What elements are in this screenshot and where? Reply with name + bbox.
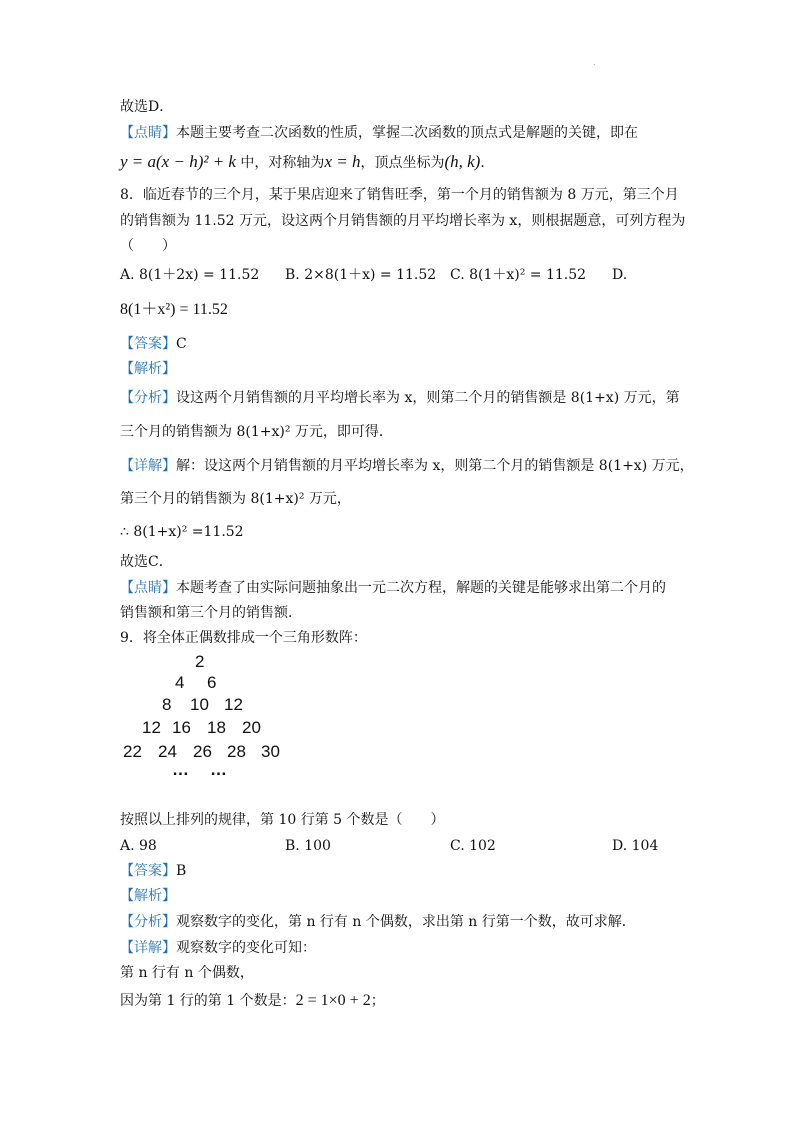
answer-tag: 【答案】: [120, 863, 176, 879]
text: 本题考查了由实际问题抽象出一元二次方程，解题的关键是能够求出第二个月的: [176, 580, 666, 596]
option-a: A. 98: [120, 838, 157, 854]
option-b: B. 2×8(1＋x) = 11.52: [285, 267, 437, 283]
fenxi-line-1: [120, 388, 680, 408]
page-mark: .: [593, 58, 596, 67]
triangle-cell: 26: [193, 742, 212, 761]
triangle-cell: 30: [261, 742, 280, 761]
triangle-cell: 4: [175, 673, 185, 692]
triangle-cell: 20: [242, 718, 261, 737]
xiangjie-line-1: [120, 938, 316, 958]
option-a: A. 8(1＋2x) = 11.52: [120, 267, 260, 283]
triangle-cell: 12: [224, 695, 243, 714]
triangle-cell: …: [172, 760, 189, 779]
question-8-line-3: （ ）: [120, 238, 176, 254]
text: 本题主要考查二次函数的性质，掌握二次函数的顶点式是解题的关键，即在: [176, 125, 638, 141]
axis-formula: x = h: [324, 152, 361, 171]
text: 因为第 1 行的第 1 个数是：: [120, 993, 296, 1009]
answer-line: [120, 334, 187, 354]
section-tag: 【点睛】: [120, 125, 176, 141]
vertex-formula: (h, k): [444, 152, 481, 171]
triangle-cell: 16: [172, 718, 191, 737]
text: 中，对称轴为: [235, 155, 325, 171]
dianjing-tag: 【点睛】: [120, 580, 176, 596]
xiangjie-line-4: 故选C．: [120, 554, 173, 570]
dianjing-line-1: [120, 578, 666, 598]
answer-value: B: [176, 863, 187, 879]
formula: 2 = 1×0 + 2: [295, 992, 371, 1009]
xiangjie-line-1: [120, 456, 694, 476]
fenxi-line-2: 三个月的销售额为 8(1+x)² 万元，即可得．: [120, 424, 393, 440]
fenxi-tag: 【分析】: [120, 390, 176, 406]
text-line: 故选D．: [120, 99, 174, 115]
xiangjie-line-2: 第 n 行有 n 个偶数，: [120, 965, 254, 981]
question-8-line-2: 的销售额为 11.52 万元，设这两个月销售额的月平均增长率为 x，则根据题意，可列方程为: [120, 213, 686, 229]
triangle-cell: 2: [195, 652, 205, 671]
fenxi-tag: 【分析】: [120, 914, 176, 930]
option-b: B. 100: [285, 838, 331, 854]
option-c: C. 8(1＋x)² = 11.52: [450, 267, 587, 283]
triangle-cell: 18: [207, 718, 226, 737]
xiangjie-tag: 【详解】: [120, 458, 176, 474]
triangle-cell: …: [210, 760, 227, 779]
triangle-cell: 6: [207, 673, 217, 692]
text: 观察数字的变化，第 n 行有 n 个偶数，求出第 n 行第一个数，故可求解．: [176, 914, 636, 930]
fenxi-line: [120, 912, 636, 932]
text: 设这两个月销售额的月平均增长率为 x，则第二个月的销售额是 8(1+x) 万元，第: [176, 390, 680, 406]
xiangjie-line-3: ∴ 8(1+x)² =11.52: [120, 524, 244, 540]
triangle-cell: 8: [162, 695, 172, 714]
text: 解：设这两个月销售额的月平均增长率为 x，则第二个月的销售额是 8(1+x) 万元，: [176, 458, 694, 474]
analysis-tag: 【解析】: [120, 888, 176, 904]
option-d: D.: [612, 267, 628, 283]
triangle-cell: 12: [142, 718, 161, 737]
dianjing-line-2: 销售额和第三个月的销售额．: [120, 605, 302, 621]
answer-line: [120, 861, 186, 881]
question-9-line-2: 按照以上排列的规律，第 10 行第 5 个数是（ ）: [120, 812, 445, 828]
triangle-cell: 28: [227, 742, 246, 761]
xiangjie-tag: 【详解】: [120, 940, 176, 956]
answer-value: C: [176, 336, 187, 352]
vertex-form-formula: y = a(x − h)² + k: [120, 152, 236, 171]
text: ，顶点坐标为: [360, 155, 445, 171]
xiangjie-line-2: 第三个月的销售额为 8(1+x)² 万元，: [120, 491, 351, 507]
triangle-cell: 10: [190, 695, 209, 714]
option-d-formula: 8(1＋x²) = 11.52: [120, 301, 228, 318]
triangle-cell: 22: [123, 742, 142, 761]
answer-tag: 【答案】: [120, 336, 176, 352]
option-c: C. 102: [450, 838, 496, 854]
text: ．: [480, 155, 495, 171]
text: ；: [370, 993, 385, 1009]
text: 观察数字的变化可知：: [176, 940, 316, 956]
question-9-line-1: 9．将全体正偶数排成一个三角形数阵：: [120, 630, 367, 646]
text-line: [120, 123, 638, 143]
xiangjie-line-3: [120, 991, 385, 1011]
formula-line: [120, 152, 494, 173]
analysis-tag: 【解析】: [120, 361, 176, 377]
option-d: D. 104: [612, 838, 659, 854]
triangle-cell: 24: [158, 742, 177, 761]
question-8-line-1: 8．临近春节的三个月，某于果店迎来了销售旺季，第一个月的销售额为 8 万元，第三个月: [120, 187, 679, 203]
